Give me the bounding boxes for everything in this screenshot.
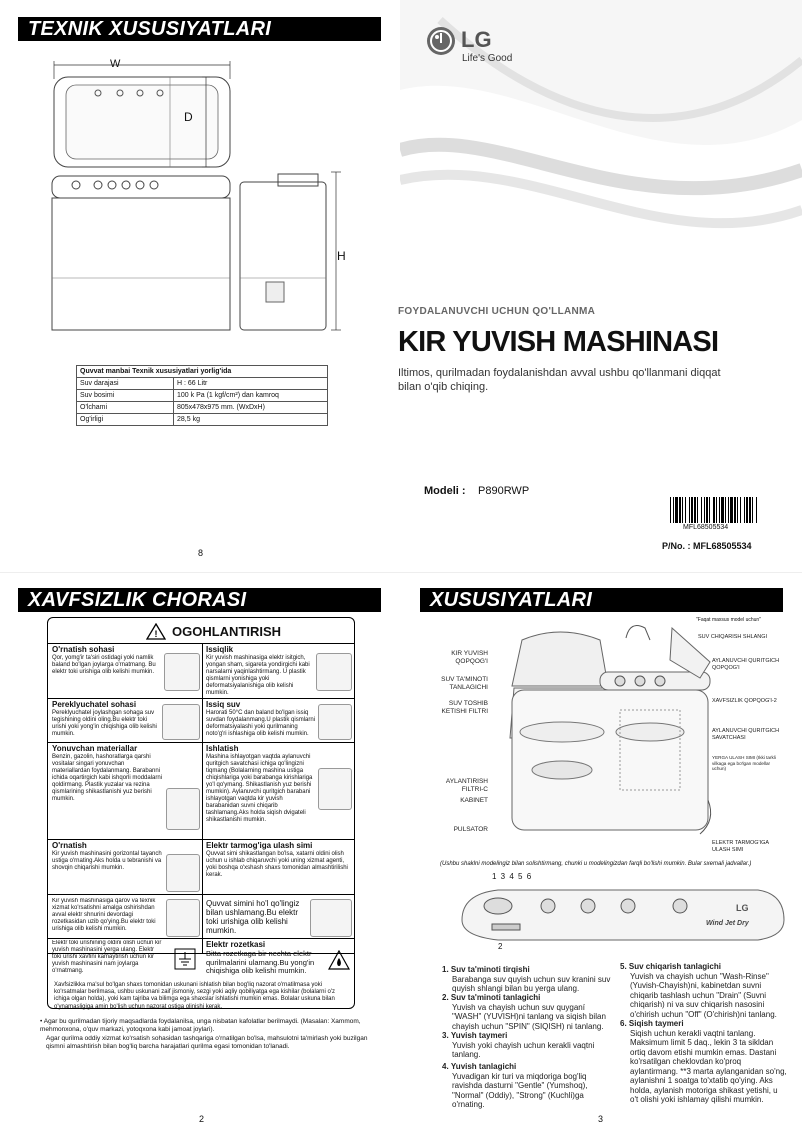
table-row [77, 414, 328, 426]
spec-table-header: Quvvat manbai Texnik xususiyatlari yorlig'ida [77, 366, 328, 378]
footnote-1 [40, 1018, 380, 1034]
barcode-bar [679, 497, 681, 523]
svg-text:!: ! [154, 629, 158, 639]
barcode-bar [675, 497, 678, 523]
feature-text: Yuvish yoki chayish uchun kerakli vaqtni tanlang. [452, 1040, 595, 1059]
part-label-lid: KIR YUVISH QOPQOG'I [451, 650, 488, 665]
part-label-spin-basket: AYLANUVCHI QURITGICH SAVATCHASI [712, 728, 780, 741]
feature-item-3 [442, 1031, 612, 1060]
brand-tagline: Life's Good [462, 53, 513, 64]
front-view-diagram [40, 168, 360, 338]
barcode-bar [694, 497, 696, 523]
row-divider [48, 742, 354, 743]
part-label-water-selector: SUV TA'MINOTI TANLAGICHI [441, 676, 488, 691]
barcode-bar [740, 497, 741, 523]
spec-value: H : 66 Litr [174, 378, 328, 390]
safety-heading: Pereklyuchatel sohasi [52, 700, 137, 709]
unplug-illustration [166, 899, 200, 937]
page-number-2: 2 [199, 1114, 205, 1124]
cover-intro: Iltimos, qurilmadan foydalanishdan avval ushbu qo'llanmani diqqat bilan o'qib chiqing. [398, 367, 721, 393]
table-row [77, 378, 328, 390]
barcode-bar [719, 497, 720, 523]
feature-num: 2. [442, 993, 449, 1002]
bullet-icon: • [40, 1018, 44, 1025]
part-label-ground-wire: YERGA ULASH SIMI (Ikki tarkli vilkaga ega bo'lgan modellar uchun) [712, 755, 776, 772]
feature-item-1 [442, 965, 612, 994]
safety-text: Mashina ishlayotgan vaqtda aylanuvchi quritgich savatchasi ichiga qo'lingizni tiqmang (Bolalarning mashina ustiga chiqishlariga yoki barabanga kirishlariga yo'l qo'ymang. Shikastlanish yuz berishi mumkin). Aylanuvchi quritgich barabani ishlayotgan vaqtda kir yuvish barabanidan suvni chiqarib tashlamang.Aks holda siqish dvigateli shikastlanishi mumkin. [206, 754, 313, 823]
cover-title: KIR YUVISH MASHINASI [398, 326, 719, 358]
specs-title: TEXNIK XUSUSIYATLARI [18, 17, 381, 41]
safety-cell [206, 899, 306, 937]
feature-heading: Suv ta'minoti tirqishi [450, 965, 530, 974]
barcode-bar [706, 497, 708, 523]
safety-cell [206, 744, 316, 838]
barcode-bar [697, 497, 698, 523]
features-title: XUSUSIYATLARI [420, 588, 783, 612]
spec-value: 28,5 kg [174, 414, 328, 426]
barcode-bar [713, 497, 715, 523]
feature-num: 1. [442, 965, 449, 974]
barcode-bar [730, 497, 733, 523]
spec-label: Og'irligi [77, 414, 174, 426]
barcode-bar [709, 497, 710, 523]
barcode-bar [721, 497, 724, 523]
part-label-pulsator: PULSATOR [453, 826, 488, 833]
safety-text: Kir yuvish mashinasini gorizontal tayanch ustiga o'rnating.Aks holda u tebranishi va shovqin chiqarishi mumkin. [52, 851, 162, 871]
level-illustration [166, 854, 200, 892]
switch-illustration [162, 704, 200, 740]
heater-illustration [316, 653, 352, 691]
part-number: P/No. : MFL68505534 [662, 541, 752, 551]
feature-item-2 [442, 993, 612, 1031]
spec-label: Suv darajasi [77, 378, 174, 390]
flammable-illustration [166, 788, 200, 830]
feature-item-6 [620, 1019, 788, 1105]
barcode-bar [746, 497, 748, 523]
feature-heading: Suv ta'minoti tanlagichi [450, 993, 541, 1002]
safety-bottom-note: Xavfsizlikka ma'sul bo'lgan shaxs tomonidan uskunani ishlatish bilan bog'liq nazorat o'rnatilmasa yoki ko'rsatmalar berilmasa, ushbu uskunani zaif jismoniy, sezgi yoki aqliy qobiliyatga ega kishilar (bolalarni o'z ichiga olgan holda), yoki kam tajriba va bilimga ega shaxslar ishlatishi mumkin emas. Bolalar uskuna bilan o'ynamasligiga amin bo'lish uchun nazorat ostiga olinishi kerak. [54, 982, 335, 1010]
barcode-bar [689, 497, 690, 523]
cover-subtitle: FOYDALANUVCHI UCHUN QO'LLANMA [398, 306, 596, 317]
safety-cell [52, 744, 164, 838]
barcode-text: MFL68505534 [683, 524, 729, 531]
hot-water-illustration [318, 704, 352, 740]
brand-name: LG [461, 27, 492, 52]
fire-warning-icon [328, 950, 350, 970]
feature-text: Yuvish va chayish uchun "Wash-Rinse" (Yuvish-Chayish)ni, kabinetdan suvni chiqarib tashlash uchun "Drain" (Suvni chiqarish) ni va suv chiqarish nasosini o'chirish uchun "Off" (O'chirish)ni tanlang. [630, 971, 777, 1019]
page-divider [0, 572, 802, 573]
feature-item-4 [442, 1062, 612, 1110]
barcode-bar [691, 497, 693, 523]
safety-heading: O'rnatish [52, 841, 87, 850]
safety-cell [206, 645, 314, 697]
safety-cell [52, 700, 160, 740]
barcode-bar [673, 497, 674, 523]
feature-text: Barabanga suv quyish uchun suv kranini suv quyish shlangi bilan bu yerga ulang. [452, 974, 611, 993]
barcode-bar [725, 497, 726, 523]
feature-item-5 [620, 962, 788, 1019]
barcode-bar [752, 497, 753, 523]
row-divider [48, 839, 354, 840]
safety-heading: Yonuvchan materiallar [52, 744, 138, 753]
wet-hands-illustration [310, 899, 352, 937]
feature-heading: Yuvish taymeri [450, 1031, 508, 1040]
part-label-drain-hose: SUV CHIQARISH SHLANGI [698, 634, 768, 640]
barcode-bar [756, 497, 757, 523]
dimension-w: W [110, 58, 121, 70]
page-number-8: 8 [198, 548, 204, 558]
spec-table [76, 365, 328, 426]
barcode-bar [744, 497, 745, 523]
safety-text: Pereklyuchatel joylashgan sohaga suv tegishining oldini oling.Bu elektr toki urishi yoki yong'in chiqishiga olib kelishi mumkin. [52, 710, 157, 737]
model-value: P890RWP [478, 485, 530, 497]
safety-cell [206, 841, 350, 893]
spec-table-header-row [77, 366, 328, 378]
safety-heading: Elektr rozetkasi [206, 940, 266, 949]
part-label-safety-lid: XAVFSIZLIK QOPQOG'I-2 [712, 698, 777, 704]
safety-cell [52, 645, 162, 697]
safety-title: XAVFSIZLIK CHORASI [18, 588, 381, 612]
safety-cell [52, 841, 164, 893]
control-panel-illustration [458, 880, 788, 952]
panel-number-2: 2 [498, 942, 503, 951]
barcode-bar [728, 497, 729, 523]
child-illustration [318, 768, 352, 810]
footnote-2: Agar qurilma oddiy xizmat ko'rsatish sohasidan tashqariga o'rnatilgan bo'lsa, mahsulotni ta'mirlash yoki buzilgan qismni almashtirish bilan bog'liq barcha harajatlari qurilma egasi tomonidan to'lanadi. [46, 1035, 368, 1050]
spec-label: Suv bosimi [77, 390, 174, 402]
safety-text: Benzin, gazolin, hashoratlarga qarshi vositalar singari yonuvchan materiallardan foydalanmang. Barabanni ichida oqartirgich kabi ishqorli moddalarni qoldirmang. Plastik yuzalar va rezina qismlarining shikastlanishi yuz berishi mumkin. [52, 754, 163, 802]
dimension-h: H [337, 249, 346, 263]
safety-heading: Ishlatish [206, 744, 239, 753]
safety-text: Kir yuvish mashinasiga elektr isitgich, yongan sham, sigareta yondirgichi kabi narsalarni yaqinlashtirmang. U plastik qismlarni yonishiga yoki deformatsiyalanishiga olib kelishi mumkin. [206, 655, 310, 696]
barcode-bar [685, 497, 686, 523]
model-label: Modeli : [424, 485, 466, 497]
row-divider [48, 938, 354, 939]
washer-illustration [500, 620, 720, 850]
safety-cell [52, 898, 164, 938]
safety-text: Quvvat simini ho'l qo'lingiz bilan ushlamang.Bu elektr toki urishiga olib kelishi mumkin. [206, 899, 300, 935]
top-view-diagram [40, 55, 360, 175]
safety-heading: Issiqlik [206, 645, 234, 654]
part-label-spin-lid: AYLANUVCHI QURITGICH QOPQOG'I [712, 658, 780, 671]
feature-text: Yuvadigan kir turi va miqdoriga bog'liq ravishda dasturni "Gentle" (Yumshoq), "Normal" (Oddiy), "Strong" (Kuchli)ga o'rnating. [452, 1071, 588, 1109]
barcode-icon [670, 497, 760, 523]
safety-text: Bitta rozetkaga bir nechta elektr qurilmalarini ulamang.Bu yong'in chiqishiga olib kelishi mumkin. [206, 949, 315, 975]
spec-value: 805x478x975 mm. (WxDxH) [174, 402, 328, 414]
barcode-bar [670, 497, 671, 523]
row-divider [48, 698, 354, 699]
barcode-bar [737, 497, 738, 523]
feature-num: 4. [442, 1062, 449, 1071]
table-row [77, 390, 328, 402]
safety-cell [206, 700, 316, 740]
safety-text: Qor, yomg'ir ta'siri ostidagi yoki namlik baland bo'lgan joylarga o'rnatmang. Bu elektr toki urishiga olib kelishi mumkin. [52, 655, 156, 675]
part-label-power-cord: ELEKTR TARMOG'IGA ULASH SIMI [712, 840, 769, 853]
barcode-bar [749, 497, 751, 523]
safety-text: Kir yuvish mashinasiga qarov va texnik xizmat ko'rsatishni amalga oshirishdan avval elektr shnurini devordagi rozetkasidan uzib qo'ying.Bu elektr toki urishiga olib kelishi mumkin. [52, 898, 156, 932]
warning-heading: OGOHLANTIRISH [172, 624, 282, 639]
part-label-spin-filter: AYLANTIRISH FILTRI-C [445, 778, 488, 793]
panel-numbers: 1 3 4 5 6 [492, 872, 533, 881]
spec-value: 100 k Pa (1 kgf/cm²) dan kamroq [174, 390, 328, 402]
part-label-overflow-filter: SUV TOSHIB KETISHI FILTRI [441, 700, 488, 715]
feature-heading: Siqish taymeri [628, 1019, 684, 1028]
warning-col-divider [202, 643, 203, 953]
footnote-1-text: Agar bu qurilmadan tijoriy maqsadlarda foydalanilsa, unga nisbatan kafolatlar berilmaydi. (Masalan: Xammom, mehmonxona, o'quv markazi, yotoqxona kabi jamoat joylari). [40, 1018, 361, 1033]
safety-text: Elektr toki urishining oldini olish uchun kir yuvish mashinasini yerga ulang. Elektr toki urishi xavfini kamaytirish uchun kir yuvish mashinasini nam joylarga o'rnatmang. [52, 940, 162, 974]
diagram-caption: (Ushbu shaklni modelingiz bilan solishtirmang, chunki u modelingizdan farqli bo'lishi mumkin. Bular sxemali jadvallar.) [440, 861, 752, 867]
barcode-bar [701, 497, 702, 523]
warning-triangle-icon [146, 623, 166, 640]
part-label-cabinet: KABINET [460, 797, 488, 804]
feature-heading: Yuvish tanlagichi [450, 1062, 517, 1071]
safety-heading: Issiq suv [206, 700, 241, 709]
barcode-bar [734, 497, 736, 523]
safety-heading: O'rnatish sohasi [52, 645, 115, 654]
optional-note: "Faqat maxsus model uchun" [696, 617, 761, 623]
lg-logo-icon [425, 25, 457, 57]
page-number-3: 3 [598, 1114, 604, 1124]
feature-num: 3. [442, 1031, 449, 1040]
spec-label: O'lchami [77, 402, 174, 414]
table-row [77, 402, 328, 414]
safety-text: Harorati 50°C dan baland bo'lgan issiq suvdan foydalanmang.U plastik qismlarni deformatsiyalashi yoki qurilmaning noto'g'ri ishlashiga olib kelishi mumkin. [206, 710, 316, 737]
barcode-bar [716, 497, 717, 523]
ground-icon [174, 948, 196, 970]
safety-text: Quvvat simi shikastlangan bo'lsa, xatarni oldini olish uchun u ishlab chiqaruvchi yoki uning xizmat agenti, yoki boshqa o'xshash shaxs tomonidan almashtirilishi kerak. [206, 851, 348, 878]
row-divider [48, 894, 354, 895]
feature-text: Siqish uchun kerakli vaqtni tanlang. Maksimum limit 5 daq., lekin 3 ta sikldan ortiq davom etishi mumkin emas. Dastani ko'rsatilgan cheklovdan ko'proq aylantirmang. **3 marta aylanganidan so'ng, aylanishni 1 soatga to'xtatib qo'ying. Aks holda, aylanish motoriga shikast yetishi, u o't olishi yoki ishlamay qilishi mumkin. [630, 1028, 787, 1104]
safety-cell [206, 940, 324, 986]
rain-illustration [164, 653, 200, 691]
warning-box [47, 617, 355, 1009]
feature-num: 5. [620, 962, 627, 971]
feature-heading: Suv chiqarish tanlagichi [628, 962, 721, 971]
panel-brand: LG [736, 903, 749, 913]
barcode-bar [682, 497, 683, 523]
barcode-bar [704, 497, 705, 523]
feature-text: Yuvish va chayish uchun suv quyganí "WASH" (YUVISH)ni tanlang va siqish bilan chayish uchun "SPIN" (SIQISH) ni tanlang. [452, 1002, 606, 1031]
safety-heading: Elektr tarmog'iga ulash simi [206, 841, 313, 850]
feature-num: 6. [620, 1019, 627, 1028]
dimension-d: D [184, 110, 193, 124]
panel-script: Wind Jet Dry [706, 920, 749, 927]
warning-rule [48, 643, 354, 644]
safety-cell [52, 940, 164, 986]
